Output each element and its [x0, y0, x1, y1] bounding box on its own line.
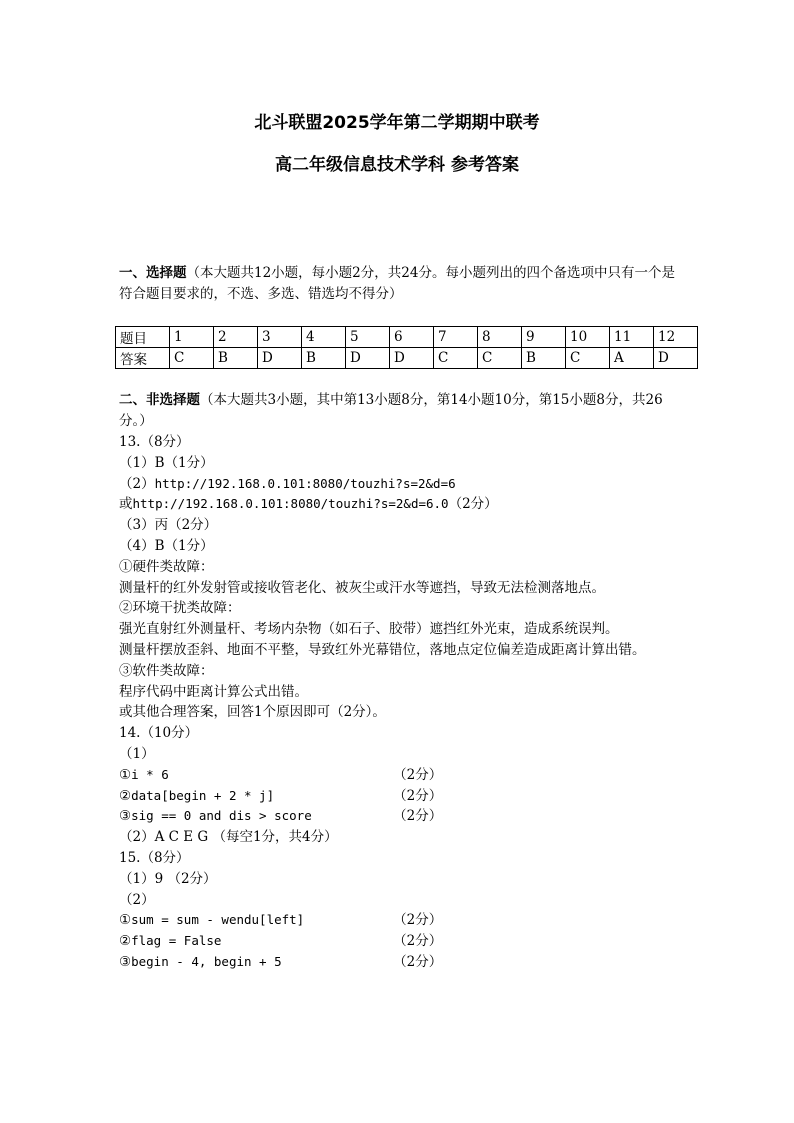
q13-answer-2-score: （2分） [448, 496, 498, 513]
answer-cell: D [346, 348, 390, 369]
q14-blank-3-code: sig == 0 and dis > score [131, 808, 312, 824]
answer-cell: D [390, 348, 434, 369]
q13-answer-2-or: 或 [119, 496, 133, 513]
q15-title: 15.（8分） [119, 849, 190, 866]
answer-cell: B [302, 348, 346, 369]
q13-answer-1: （1）B（1分） [119, 454, 214, 471]
q13-fault-1-title: ①硬件类故障： [119, 558, 214, 575]
q13-answer-2 [119, 474, 684, 495]
answer-cell: B [214, 348, 258, 369]
q14-blank-3-num: ③ [119, 808, 132, 825]
page-subtitle: 高二年级信息技术学科 参考答案 [275, 155, 519, 175]
q15-blank-3-num: ③ [119, 953, 132, 970]
question-cell: 2 [214, 327, 258, 348]
q13-answer-2-url: http://192.168.0.101:8080/touzhi?s=2&d=6 [154, 475, 456, 491]
q13-title: 13.（8分） [119, 434, 190, 450]
q14-blank-2-code: data[begin + 2 * j] [131, 787, 275, 803]
question-cell: 6 [390, 327, 434, 348]
q15-part-2: （2） [119, 891, 155, 908]
question-cell: 1 [170, 327, 214, 348]
q13-answer-2-alt [119, 494, 684, 515]
q14-blank-1-code: i * 6 [131, 766, 169, 782]
q13-answer-2-prefix: （2） [119, 475, 155, 492]
q15-blank-3-score: （2分） [393, 953, 443, 970]
q15-blank-1-score: （2分） [393, 912, 443, 929]
answer-cell: C [478, 348, 522, 369]
q13-fault-2-text-1: 强光直射红外测量杆、考场内杂物（如石子、胶带）遮挡红外光束，造成系统误判。 [119, 621, 619, 638]
answer-cell: B [522, 348, 566, 369]
q14-blank-2-score: （2分） [393, 787, 443, 804]
answer-cell: A [610, 348, 654, 369]
question-cell: 7 [434, 327, 478, 348]
answer-row-header: 答案 [116, 348, 170, 369]
answer-cell: C [434, 348, 478, 369]
answer-cell: D [258, 348, 302, 369]
q13-answer-3: （3）丙（2分） [119, 517, 218, 534]
section2-heading: 二、非选择题 [119, 392, 200, 408]
q13-note: 或其他合理答案，回答1个原因即可（2分）。 [119, 704, 386, 721]
q15-blank-3 [119, 952, 684, 973]
answer-row [116, 348, 698, 369]
question-cell: 4 [302, 327, 346, 348]
q13-fault-1-text: 测量杆的红外发射管或接收管老化、被灰尘或汗水等遮挡，导致无法检测落地点。 [119, 579, 605, 596]
q15-blank-1 [119, 910, 684, 931]
q13-fault-2-title: ②环境干扰类故障： [119, 600, 241, 617]
question-cell: 12 [654, 327, 698, 348]
q15-blank-2-code: flag = False [131, 933, 222, 949]
section1-intro [119, 263, 679, 305]
section2-intro [119, 390, 679, 432]
q13-answer-2-alt-url: http://192.168.0.101:8080/touzhi?s=2&d=6.0 [132, 496, 449, 512]
q15-blank-3-code: begin - 4, begin + 5 [131, 953, 282, 969]
q15-part-1: （1）9 （2分） [119, 870, 217, 887]
q15-blank-2-num: ② [119, 933, 132, 950]
section1-heading: 一、选择题 [119, 265, 187, 281]
q13-answer-4: （4）B（1分） [119, 537, 214, 554]
answer-cell: C [566, 348, 610, 369]
q14-title: 14.（10分） [119, 725, 199, 742]
q15-blank-1-code: sum = sum - wendu[left] [131, 912, 305, 928]
section2-description: （本大题共3小题，其中第13小题8分，第14小题10分，第15小题8分，共26分。） [119, 392, 663, 429]
question-cell: 8 [478, 327, 522, 348]
q13-fault-3-text: 程序代码中距离计算公式出错。 [119, 683, 308, 700]
question-row-header: 题目 [116, 327, 170, 348]
question-row [116, 327, 698, 348]
q14-blank-1-num: ① [119, 766, 132, 783]
answer-cell: D [654, 348, 698, 369]
q14-blank-3 [119, 806, 684, 827]
q14-blank-1-score: （2分） [393, 766, 443, 783]
answer-cell: C [170, 348, 214, 369]
question-cell: 5 [346, 327, 390, 348]
q15-blank-2 [119, 931, 684, 952]
q14-blank-2-num: ② [119, 787, 132, 804]
answer-table [115, 326, 698, 369]
question-cell: 10 [566, 327, 610, 348]
q14-part-1: （1） [119, 745, 155, 762]
question-cell: 9 [522, 327, 566, 348]
q15-blank-1-num: ① [119, 912, 132, 929]
q13-fault-2-text-2: 测量杆摆放歪斜、地面不平整，导致红外光幕错位，落地点定位偏差造成距离计算出错。 [119, 641, 646, 658]
q14-blank-1 [119, 765, 684, 786]
page-title: 北斗联盟2025学年第二学期期中联考 [254, 113, 540, 133]
q14-part-2: （2）A C E G （每空1分，共4分） [119, 829, 338, 846]
q13-fault-3-title: ③软件类故障： [119, 662, 214, 679]
answer-body [119, 432, 684, 973]
section1-description: （本大题共12小题，每小题2分，共24分。每小题列出的四个备选项中只有一个是符合题目要求的，不选、多选、错选均不得分） [119, 265, 675, 302]
question-cell: 11 [610, 327, 654, 348]
q14-blank-3-score: （2分） [393, 808, 443, 825]
q15-blank-2-score: （2分） [393, 933, 443, 950]
question-cell: 3 [258, 327, 302, 348]
q14-blank-2 [119, 786, 684, 807]
